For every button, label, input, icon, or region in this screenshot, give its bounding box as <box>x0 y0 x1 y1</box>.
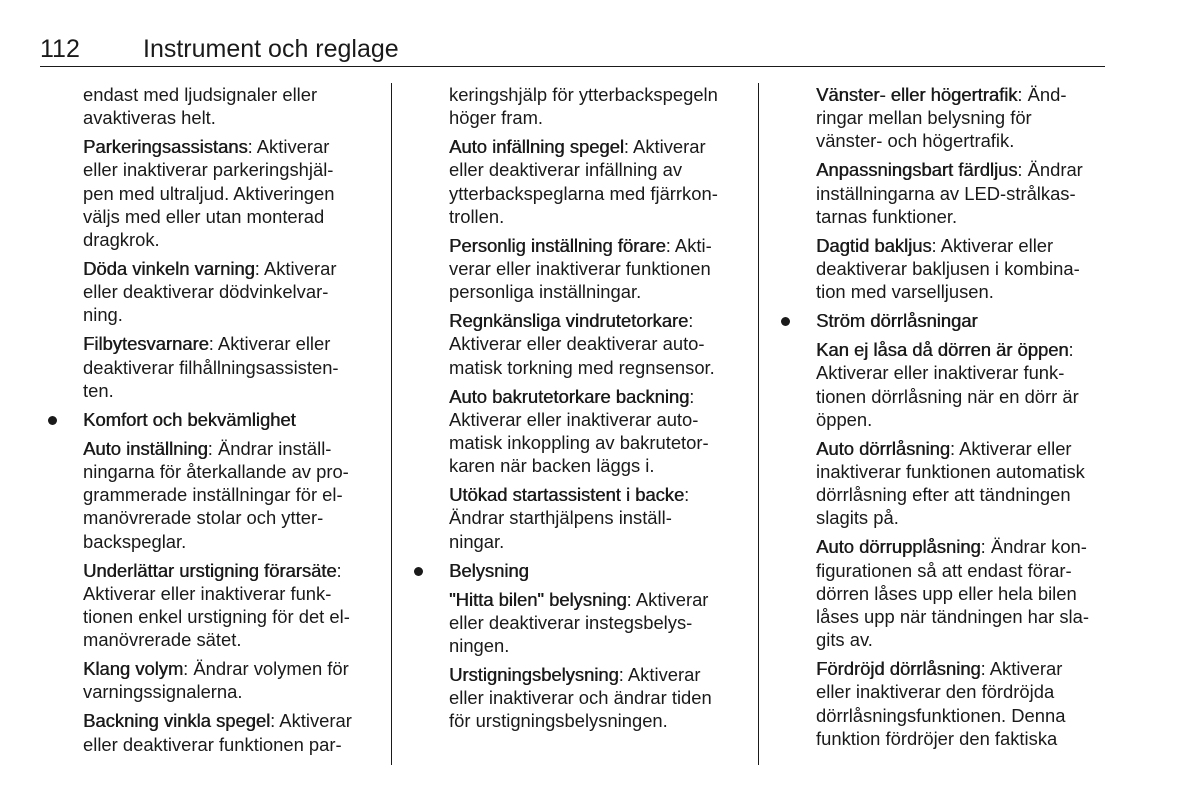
text-line: : <box>684 484 690 506</box>
text-line: dörrlåsning efter att tändningen <box>816 484 1071 506</box>
text-line: backspeglar. <box>83 530 187 552</box>
setting-name: "Hitta bilen" belysning <box>449 588 627 610</box>
setting-name: Filbytesvarnare <box>83 333 209 355</box>
text-line: verar eller inaktiverar funktionen <box>449 258 711 280</box>
setting-name: Klang volym <box>83 658 184 680</box>
text-column-2 <box>449 83 749 738</box>
text-line: ningen. <box>449 635 510 657</box>
setting-name: Utökad startassistent i backe <box>449 484 685 506</box>
text-line: : Aktiverar <box>623 136 706 158</box>
text-line: gits av. <box>816 629 873 651</box>
setting-name: Vänster- eller högertrafik <box>816 84 1018 105</box>
text-line: vänster- och högertrafik. <box>816 130 1015 152</box>
page-number: 112 <box>40 35 80 63</box>
text-line: Aktiverar eller inaktiverar auto- <box>449 408 699 430</box>
setting-name: Auto infällning spegel <box>449 136 624 158</box>
setting-name: Urstigningsbelysning <box>449 664 619 686</box>
text-line: eller deaktiverar instegsbelys- <box>449 611 693 633</box>
setting-paragraph <box>83 437 383 553</box>
setting-paragraph <box>83 332 383 402</box>
text-line: eller deaktiverar dödvinkelvar- <box>83 281 329 303</box>
text-line: ningar. <box>449 530 505 552</box>
column-divider <box>391 83 392 765</box>
text-line: : Aktiverar eller <box>949 437 1072 459</box>
setting-name: Auto dörrupplåsning <box>816 536 981 558</box>
text-line: : Aktiverar <box>270 710 352 732</box>
setting-paragraph <box>83 135 383 251</box>
text-line: : Aktiverar <box>980 658 1063 680</box>
setting-name: Personlig inställning förare <box>449 234 666 256</box>
text-line: funktion fördröjer den faktiska <box>816 727 1058 749</box>
text-line: : Aktiverar eller <box>208 333 331 355</box>
setting-name: Anpassningsbart färdljus <box>816 159 1018 181</box>
setting-name: Fördröjd dörrlåsning <box>816 658 981 680</box>
setting-name: Dagtid bakljus <box>816 234 932 256</box>
text-line: : Aktiverar <box>618 664 701 686</box>
text-line: tarnas funktioner. <box>816 205 958 227</box>
text-line: figurationen så att endast förar- <box>816 559 1072 581</box>
text-line: öppen. <box>816 408 873 430</box>
setting-name: Regnkänsliga vindrutetorkare <box>449 310 689 332</box>
text-line: varningssignalerna. <box>83 681 243 703</box>
text-line: deaktiverar bakljusen i kombina- <box>816 258 1080 280</box>
text-line: : <box>1068 339 1074 361</box>
text-line: : Akti- <box>665 234 712 256</box>
text-line: grammerade inställningar för el- <box>83 484 343 506</box>
text-line: dragkrok. <box>83 229 160 251</box>
setting-name: Kan ej låsa då dörren är öppen <box>816 339 1069 361</box>
text-line: tionen enkel urstigning för det el- <box>83 606 350 628</box>
text-line: eller inaktiverar och ändrar tiden <box>449 687 712 709</box>
setting-paragraph <box>83 83 383 129</box>
setting-paragraph <box>449 588 749 658</box>
setting-paragraph <box>83 559 383 652</box>
text-line: : Ändrar inställ- <box>207 437 332 459</box>
text-line: : <box>689 385 695 407</box>
text-line: för urstigningsbelysningen. <box>449 710 668 732</box>
setting-name: Döda vinkeln varning <box>83 258 255 280</box>
text-line: : Änd- <box>1017 84 1067 105</box>
setting-paragraph <box>83 657 383 703</box>
text-line: Aktiverar eller inaktiverar funk- <box>83 582 332 604</box>
text-line: matisk inkoppling av bakrutetor- <box>449 432 709 454</box>
setting-name: Ström dörrlåsningar <box>816 310 978 332</box>
text-column-1 <box>83 83 383 762</box>
text-line: tion med varselljusen. <box>816 281 994 303</box>
text-line: eller deaktiverar funktionen par- <box>83 733 342 755</box>
text-line: ning. <box>83 304 123 326</box>
setting-paragraph <box>816 535 1106 651</box>
section-bullet <box>816 309 1106 332</box>
setting-paragraph <box>449 663 749 733</box>
text-line: karen när backen läggs i. <box>449 455 655 477</box>
text-line: inställningarna av LED-strålkas- <box>816 182 1076 204</box>
text-line: dörren låses upp eller hela bilen <box>816 582 1077 604</box>
text-line: personliga inställningar. <box>449 281 642 303</box>
text-line: : Ändrar volymen för <box>183 658 349 680</box>
setting-paragraph <box>816 234 1106 304</box>
text-line: eller deaktiverar infällning av <box>449 159 683 181</box>
page-header <box>40 34 1105 67</box>
text-line: ten. <box>83 379 114 401</box>
setting-paragraph <box>449 135 749 228</box>
text-line: låses upp när tändningen har sla- <box>816 606 1089 628</box>
setting-paragraph <box>816 657 1106 750</box>
setting-paragraph <box>449 483 749 553</box>
setting-name: Parkeringsassistans <box>83 136 248 158</box>
setting-paragraph <box>816 83 1106 153</box>
setting-paragraph <box>83 257 383 327</box>
setting-paragraph <box>449 234 749 304</box>
text-line: endast med ljudsignaler eller <box>83 84 318 105</box>
column-divider <box>758 83 759 765</box>
setting-name: Auto bakrutetorkare backning <box>449 385 690 407</box>
text-line: manövrerade sätet. <box>83 629 242 651</box>
bullet-dot-icon <box>48 416 57 425</box>
text-line: tionen dörrlåsning när en dörr är <box>816 385 1079 407</box>
text-line: ytterbackspeglarna med fjärrkon- <box>449 182 718 204</box>
text-line: deaktiverar filhållningsassisten- <box>83 356 339 378</box>
text-line: : Aktiverar <box>626 588 709 610</box>
setting-paragraph <box>816 158 1106 228</box>
text-line: manövrerade stolar och ytter- <box>83 507 324 529</box>
text-line: dörrlåsningsfunktionen. Denna <box>816 704 1066 726</box>
text-line: : Aktiverar <box>247 136 330 158</box>
text-line: Ändrar starthjälpens inställ- <box>449 507 672 529</box>
section-bullet <box>83 408 383 431</box>
text-line: ringar mellan belysning för <box>816 107 1032 129</box>
text-line: ningarna för återkallande av pro- <box>83 461 349 483</box>
text-column-3 <box>816 83 1106 756</box>
text-line: : <box>688 310 694 332</box>
text-line: väljs med eller utan monterad <box>83 205 325 227</box>
text-line: eller inaktiverar parkeringshjäl- <box>83 159 334 181</box>
text-line: avaktiveras helt. <box>83 107 216 129</box>
bullet-dot-icon <box>781 317 790 326</box>
setting-name: Underlättar urstigning förarsäte <box>83 559 337 581</box>
bullet-dot-icon <box>414 567 423 576</box>
text-line: Aktiverar eller inaktiverar funk- <box>816 362 1065 384</box>
setting-paragraph <box>816 437 1106 530</box>
setting-paragraph <box>449 83 749 129</box>
text-line: : Aktiverar eller <box>931 234 1054 256</box>
page-title: Instrument och reglage <box>143 35 399 63</box>
text-line: inaktiverar funktionen automatisk <box>816 461 1085 483</box>
text-line: keringshjälp för ytterbackspegeln <box>449 84 718 105</box>
setting-paragraph <box>449 385 749 478</box>
setting-paragraph <box>83 709 383 755</box>
setting-name: Auto inställning <box>83 437 208 459</box>
text-line: matisk torkning med regnsensor. <box>449 356 715 378</box>
text-line: eller inaktiverar den fördröjda <box>816 681 1055 703</box>
setting-paragraph <box>449 309 749 379</box>
text-line: slagits på. <box>816 507 899 529</box>
text-line: : Ändrar kon- <box>980 536 1087 558</box>
setting-name: Belysning <box>449 559 529 581</box>
text-line: : Ändrar <box>1017 159 1083 181</box>
text-line: höger fram. <box>449 107 544 129</box>
setting-name: Komfort och bekvämlighet <box>83 408 296 430</box>
text-line: pen med ultraljud. Aktiveringen <box>83 182 335 204</box>
text-line: : <box>336 559 342 581</box>
text-line: trollen. <box>449 205 505 227</box>
setting-name: Auto dörrlåsning <box>816 437 950 459</box>
setting-paragraph <box>816 338 1106 431</box>
text-line: Aktiverar eller deaktiverar auto- <box>449 333 705 355</box>
section-bullet <box>449 559 749 582</box>
setting-name: Backning vinkla spegel <box>83 710 271 732</box>
text-line: : Aktiverar <box>254 258 337 280</box>
